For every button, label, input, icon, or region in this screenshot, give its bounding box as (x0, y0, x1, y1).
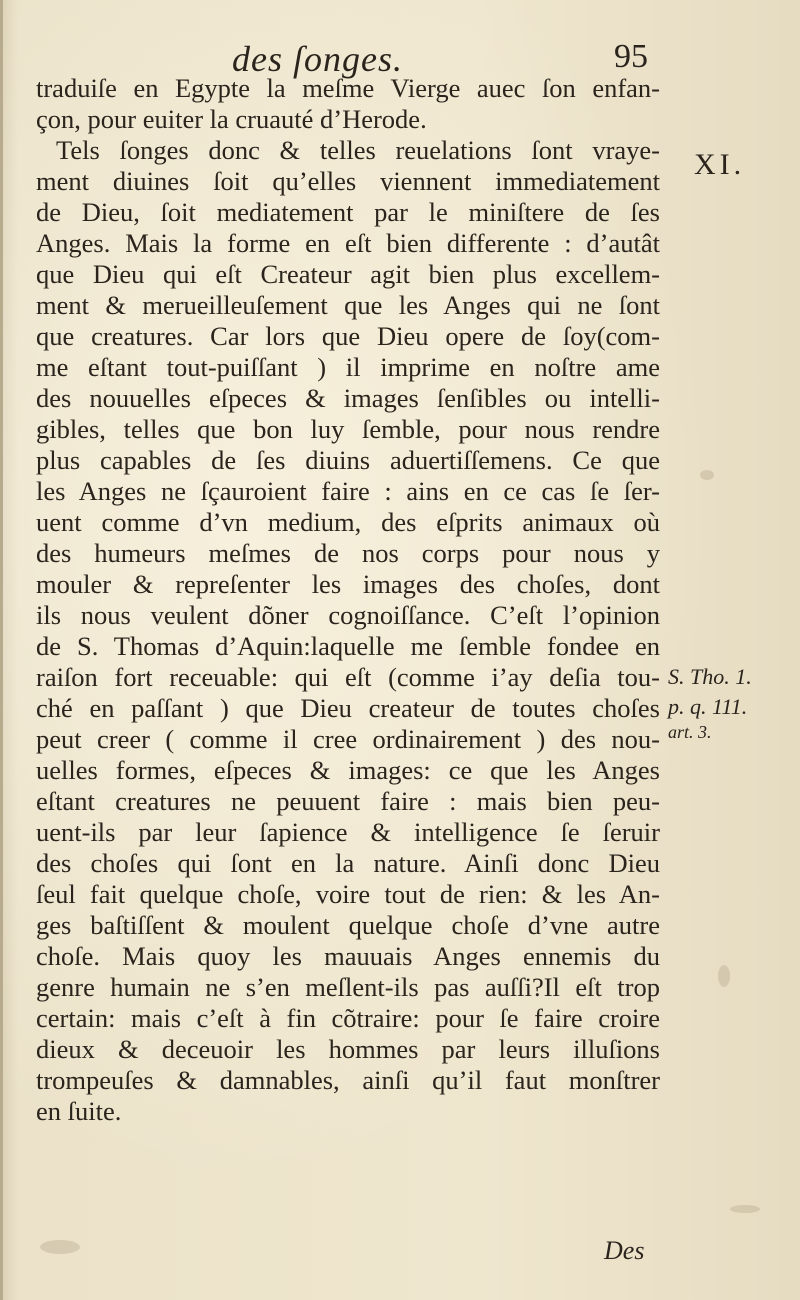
text-line: ils nous veulent dõner cognoiſſance. C’eſt l’opinion (36, 600, 660, 630)
text-line: des nouuelles eſpeces & images ſenſibles ou intelli- (36, 383, 660, 413)
paper-stain (700, 470, 714, 480)
text-line: ment diuines ſoit qu’elles viennent immediatement (36, 166, 660, 196)
catchword: Des (604, 1236, 645, 1265)
paper-stain (40, 1240, 80, 1254)
text-line: Tels ſonges donc & telles reuelations ſont vraye- (56, 135, 660, 165)
text-line: de S. Thomas d’Aquin:laquelle me ſemble fondee en (36, 631, 660, 661)
text-line: en ſuite. (36, 1096, 122, 1126)
body-text (36, 73, 660, 1127)
text-line: mouler & repreſenter les images des choſes, dont (36, 569, 660, 599)
text-line: ché en paſſant ) que Dieu createur de toutes choſes (36, 693, 660, 723)
text-line: raiſon fort receuable: qui eſt (comme i’ay deſia tou- (36, 662, 660, 692)
text-line: peut creer ( comme il cree ordinairement ) des nou- (36, 724, 660, 754)
text-line: uent comme d’vn medium, des eſprits animaux où (36, 507, 660, 537)
text-line: trompeuſes & damnables, ainſi qu’il faut monſtrer (36, 1065, 660, 1095)
text-line: genre humain ne s’en meſlent-ils pas auſſi?Il eſt trop (36, 972, 660, 1002)
marginal-reference-line: art. 3. (668, 722, 712, 742)
text-line: choſe. Mais quoy les mauuais Anges ennemis du (36, 941, 660, 971)
text-line: Anges. Mais la forme en eſt bien differente : d’autât (36, 228, 660, 258)
text-line: les Anges ne ſçauroient faire : ains en ce cas ſe ſer- (36, 476, 660, 506)
page-number: 95 (614, 38, 648, 75)
paper-stain (730, 1205, 760, 1213)
text-line: plus capables de ſes diuins aduertiſſemens. Ce que (36, 445, 660, 475)
text-line: que Dieu qui eſt Createur agit bien plus excellem- (36, 259, 660, 289)
text-line: eſtant creatures ne peuuent faire : mais bien peu- (36, 786, 660, 816)
text-line: traduiſe en Egypte la meſme Vierge auec ſon enfan- (36, 73, 660, 103)
text-line: ment & merueilleuſement que les Anges qui ne ſont (36, 290, 660, 320)
text-line: dieux & deceuoir les hommes par leurs illuſions (36, 1034, 660, 1064)
text-line: uent-ils par leur ſapience & intelligence ſe ſeruir (36, 817, 660, 847)
running-title: des ſonges. (232, 39, 403, 79)
paper-stain (718, 965, 730, 987)
text-line: certain: mais c’eſt à fin cõtraire: pour ſe faire croire (36, 1003, 660, 1033)
text-line: uelles formes, eſpeces & images: ce que les Anges (36, 755, 660, 785)
text-line: gibles, telles que bon luy ſemble, pour nous rendre (36, 414, 660, 444)
text-line: çon, pour euiter la cruauté d’Herode. (36, 104, 427, 134)
text-line: ſeul fait quelque choſe, voire tout de rien: & les An- (36, 879, 660, 909)
section-number-note: XI. (694, 148, 746, 181)
marginal-reference-line: p. q. 111. (668, 694, 748, 719)
text-line: des choſes qui ſont en la nature. Ainſi donc Dieu (36, 848, 660, 878)
text-line: ges baſtiſſent & moulent quelque choſe d’vne autre (36, 910, 660, 940)
page-gutter-edge (0, 0, 3, 1300)
text-line: des humeurs meſmes de nos corps pour nous y (36, 538, 660, 568)
text-line: que creatures. Car lors que Dieu opere de ſoy(com- (36, 321, 660, 351)
text-line: de Dieu, ſoit mediatement par le miniſtere de ſes (36, 197, 660, 227)
text-line: me eſtant tout-puiſſant ) il imprime en noſtre ame (36, 352, 660, 382)
marginal-reference-line: S. Tho. 1. (668, 664, 752, 689)
